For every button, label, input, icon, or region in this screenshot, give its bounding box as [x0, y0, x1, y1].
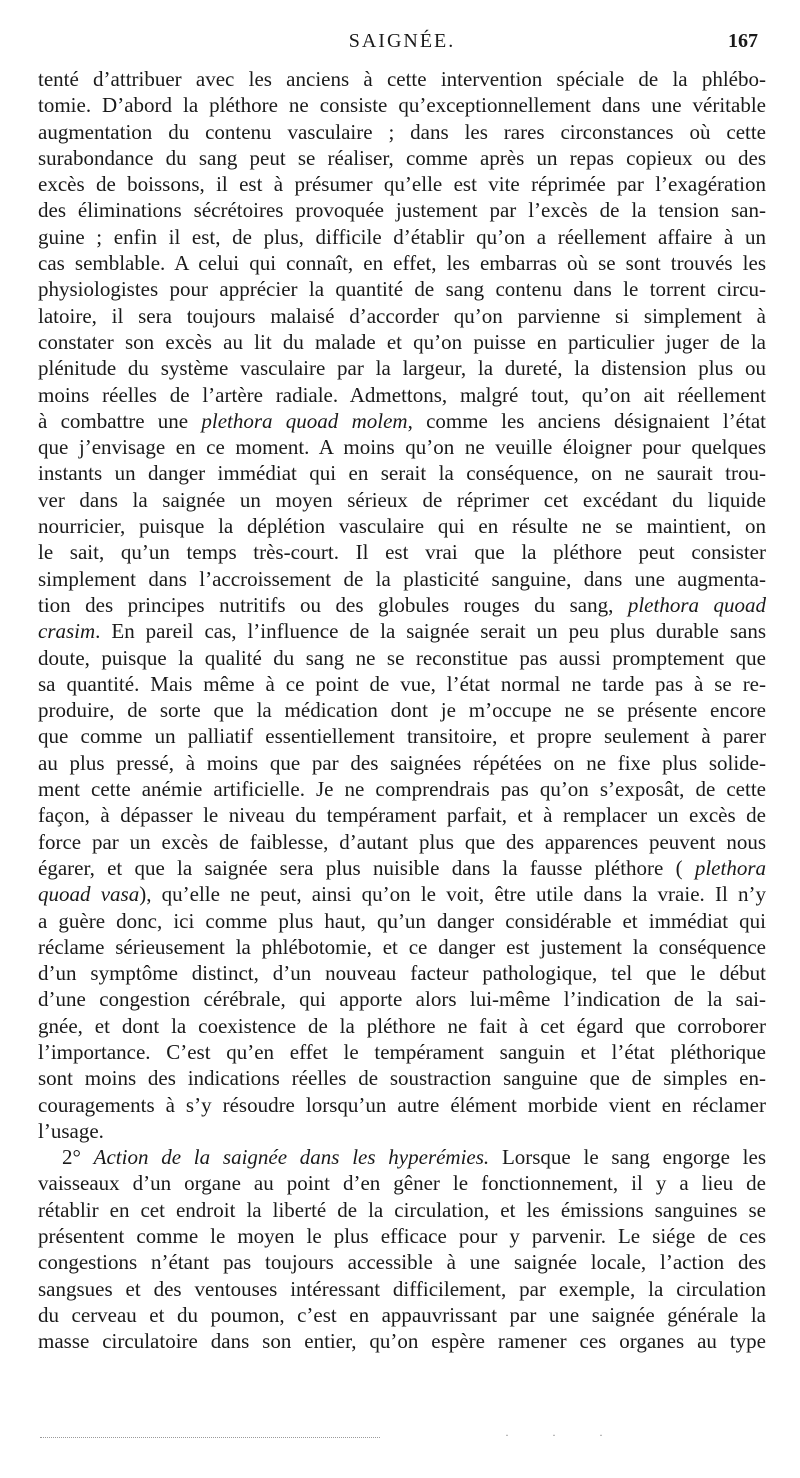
text-segment: latoire, il sera toujours malaisé d’accorder qu’on parvienne si simplement à: [38, 303, 766, 328]
text-line: [38, 566, 766, 592]
text-segment: ), qu’elle ne peut, ainsi qu’on le voit, être utile dans la vraie. Il n’y: [139, 882, 766, 907]
text-line: [38, 1276, 766, 1302]
text-line: [38, 434, 766, 460]
italic-text: Action de la saignée dans les hyperémies.: [93, 1145, 490, 1170]
text-segment: sont moins des indications réelles de soustraction sanguine que de simples en-: [38, 1066, 766, 1091]
running-title: SAIGNÉE.: [348, 30, 456, 52]
text-segment: ment cette anémie artificielle. Je ne comprendrais pas qu’on s’exposât, de cette: [38, 777, 766, 802]
text-line: [38, 1302, 766, 1328]
italic-text: quoad vasa: [38, 882, 140, 907]
running-head: [38, 30, 766, 60]
text-segment: réclame sérieusement la phlébotomie, et ce danger est justement la conséquence: [38, 934, 766, 959]
text-line: [38, 802, 766, 828]
text-line: [38, 408, 766, 434]
text-line: [38, 92, 766, 118]
text-line: [38, 329, 766, 355]
text-line: [38, 1013, 766, 1039]
text-segment: plénitude du système vasculaire par la largeur, la dureté, la distension plus ou: [38, 356, 766, 381]
text-line: [38, 197, 766, 223]
text-line: [38, 1144, 766, 1170]
text-line: [38, 881, 766, 907]
text-segment: façon, à dépasser le niveau du tempérament parfait, et à remplacer un excès de: [38, 803, 766, 828]
text-segment: vaisseaux d’un organe au point d’en gêner le fonctionnement, il y a lieu de: [38, 1171, 766, 1196]
text-line: [38, 382, 766, 408]
text-segment: au plus pressé, à moins que par des saignées répétées on ne fixe plus solide-: [38, 750, 766, 775]
text-line: [38, 1039, 766, 1065]
italic-text: plethora quoad: [627, 592, 766, 617]
text-line: [38, 539, 766, 565]
text-line: [38, 355, 766, 381]
italic-text: plethora: [694, 855, 766, 880]
text-segment: présentent comme le moyen le plus efficace pour y parvenir. Le siége de ces: [38, 1224, 766, 1249]
italic-text: crasim: [38, 619, 96, 644]
text-segment: sa quantité. Mais même à ce point de vue, l’état normal ne tarde pas à se re-: [38, 671, 766, 696]
text-line: [38, 1223, 766, 1249]
text-segment: nourricier, puisque la déplétion vasculaire qui en résulte ne se maintient, on: [38, 514, 766, 539]
text-segment: d’une congestion cérébrale, qui apporte alors lui-même l’indication de la sai-: [38, 987, 766, 1012]
text-segment: le sait, qu’un temps très-court. Il est vrai que la pléthore peut consister: [38, 540, 766, 565]
text-segment: du cerveau et du poumon, c’est en appauvrissant par une saignée générale la: [38, 1302, 766, 1327]
text-line: [38, 697, 766, 723]
text-segment: congestions n’étant pas toujours accessible à une saignée locale, l’action des: [38, 1250, 766, 1275]
text-line: [38, 855, 766, 881]
text-segment: simplement dans l’accroissement de la plasticité sanguine, dans une augmenta-: [38, 566, 766, 591]
text-line: [38, 145, 766, 171]
text-segment: Lorsque le sang engorge les: [489, 1145, 766, 1170]
text-line: [38, 960, 766, 986]
text-line: [38, 1328, 766, 1354]
text-segment: , comme les anciens désignaient l’état: [407, 408, 766, 433]
text-line: [38, 1197, 766, 1223]
text-line: [38, 66, 766, 92]
text-segment: tenté d’attribuer avec les anciens à cette intervention spéciale de la phlébo-: [38, 67, 766, 91]
page-number: 167: [728, 30, 758, 52]
text-line: [38, 224, 766, 250]
text-segment: que comme un palliatif essentiellement transitoire, et propre seulement à parer: [38, 724, 766, 749]
text-line: [38, 171, 766, 197]
text-line: [38, 513, 766, 539]
text-line: [38, 645, 766, 671]
text-line: [38, 908, 766, 934]
text-segment: constater son excès au lit du malade et qu’on puisse en particulier juger de la: [38, 329, 766, 354]
text-line: [38, 487, 766, 513]
text-segment: moins réelles de l’artère radiale. Admettons, malgré tout, qu’on ait réellement: [38, 382, 766, 407]
text-line: [38, 986, 766, 1012]
body-text: [38, 66, 766, 1355]
text-segment: couragements à s’y résoudre lorsqu’un autre élément morbide vient en réclamer: [38, 1092, 766, 1117]
text-line: [38, 618, 766, 644]
text-line: [38, 592, 766, 618]
text-segment: rétablir en cet endroit la liberté de la circulation, et les émissions sanguines se: [38, 1197, 766, 1222]
text-segment: doute, puisque la qualité du sang ne se reconstitue pas aussi promptement que: [38, 645, 766, 670]
text-segment: augmentation du contenu vasculaire ; dans les rares circonstances où cette: [38, 119, 766, 144]
text-segment: produire, de sorte que la médication dont je m’occupe ne se présente encore: [38, 698, 766, 723]
text-segment: gnée, et dont la coexistence de la pléthore ne fait à cet égard que corroborer: [38, 1013, 766, 1038]
text-segment: a guère donc, ici comme plus haut, qu’un danger considérable et immédiat qui: [38, 908, 766, 933]
text-line: [38, 1118, 766, 1144]
text-line: [38, 1092, 766, 1118]
footer-rule: [40, 1437, 380, 1438]
text-line: [38, 303, 766, 329]
text-segment: que j’envisage en ce moment. A moins qu’on ne veuille éloigner pour quelques: [38, 435, 766, 460]
text-line: [38, 119, 766, 145]
text-line: [38, 750, 766, 776]
text-segment: guine ; enfin il est, de plus, difficile d’établir qu’on a réellement affaire à un: [38, 224, 766, 249]
text-segment: force par un excès de faiblesse, d’autant plus que des apparences peuvent nous: [38, 829, 766, 854]
text-segment: tion des principes nutritifs ou des globules rouges du sang,: [38, 592, 628, 617]
text-segment: cas semblable. A celui qui connaît, en effet, les embarras où se sont trouvés les: [38, 251, 766, 276]
text-line: [38, 829, 766, 855]
text-segment: physiologistes pour apprécier la quantité de sang contenu dans le torrent circu-: [38, 277, 766, 302]
text-line: [38, 460, 766, 486]
text-line: [38, 776, 766, 802]
text-segment: ver dans la saignée un moyen sérieux de réprimer cet excédant du liquide: [38, 487, 766, 512]
italic-text: plethora quoad molem: [201, 408, 408, 433]
text-line: [38, 1249, 766, 1275]
text-segment: 2°: [62, 1145, 94, 1170]
text-segment: excès de boissons, il est à présumer qu’elle est vite réprimée par l’exagération: [38, 172, 766, 197]
text-line: [38, 934, 766, 960]
text-segment: égarer, et que la saignée sera plus nuisible dans la fausse pléthore (: [38, 855, 695, 880]
text-line: [38, 250, 766, 276]
text-segment: l’usage.: [38, 1118, 104, 1143]
text-line: [38, 671, 766, 697]
text-line: [38, 1065, 766, 1091]
text-line: [38, 276, 766, 302]
text-segment: . En pareil cas, l’influence de la saignée serait un peu plus durable sans: [95, 619, 766, 644]
text-segment: l’importance. C’est qu’en effet le tempérament sanguin et l’état pléthorique: [38, 1039, 766, 1064]
text-segment: masse circulatoire dans son entier, qu’on espère ramener ces organes au type: [38, 1329, 766, 1354]
text-segment: instants un danger immédiat qui en serait la conséquence, on ne saurait trou-: [38, 461, 766, 486]
text-segment: des éliminations sécrétoires provoquée justement par l’excès de la tension san-: [38, 198, 766, 223]
text-segment: surabondance du sang peut se réaliser, comme après un repas copieux ou des: [38, 145, 766, 170]
footer-marks: · · ·: [505, 1428, 623, 1442]
text-segment: tomie. D’abord la pléthore ne consiste qu’exceptionnellement dans une véritable: [38, 93, 766, 118]
text-segment: sangsues et des ventouses intéressant difficilement, par exemple, la circulation: [38, 1276, 766, 1301]
text-line: [38, 1170, 766, 1196]
text-line: [38, 723, 766, 749]
text-segment: à combattre une: [38, 408, 202, 433]
text-segment: d’un symptôme distinct, d’un nouveau facteur pathologique, tel que le début: [38, 961, 766, 986]
